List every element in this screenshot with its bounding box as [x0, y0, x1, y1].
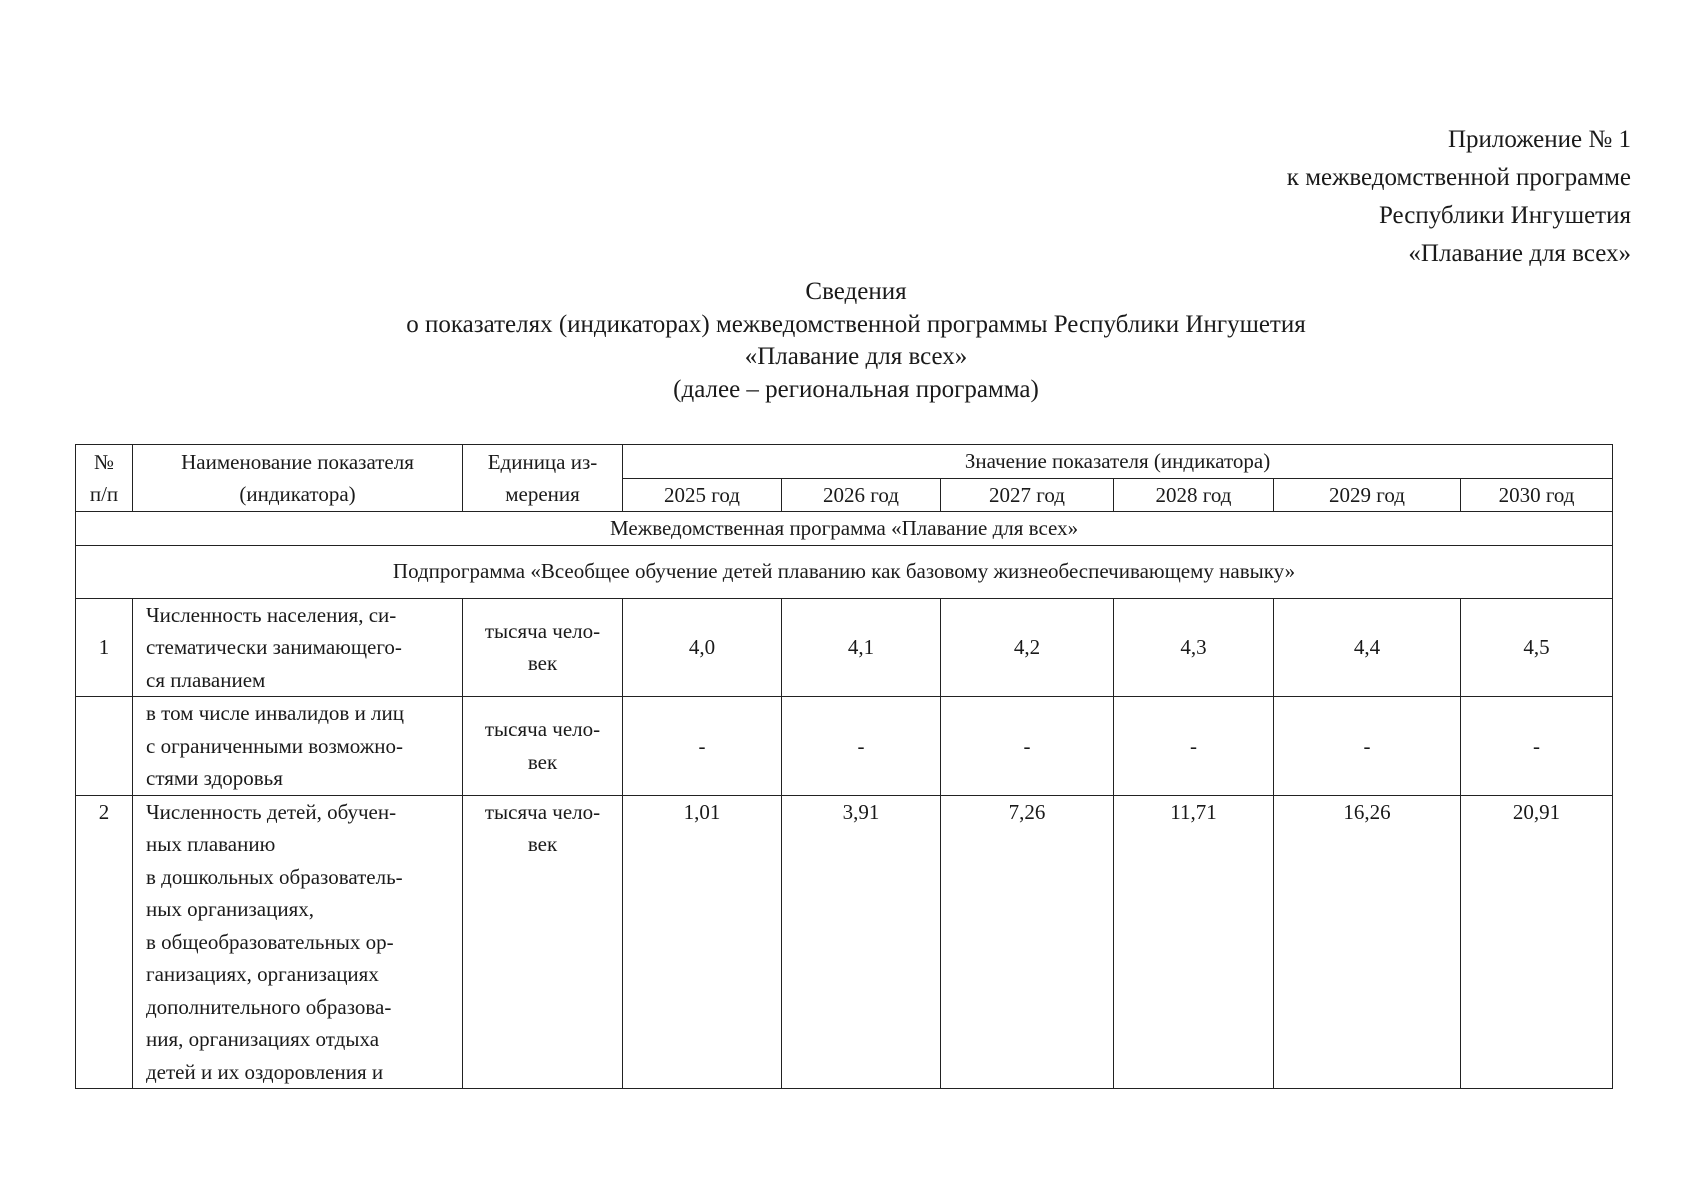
row-name: Численность детей, обучен- ных плаванию в дошкольных образователь- ных организациях, в общеобразовательных ор- ганизациях, организациях дополнительного образова- ния, организациях отдыха детей и их оздоровления и [133, 795, 463, 1089]
row-value: 4,2 [941, 598, 1114, 697]
row-unit: тысяча чело- век [463, 598, 623, 697]
header-num: № п/п [76, 445, 133, 512]
indicators-table [75, 444, 1613, 1089]
row-value: - [1114, 697, 1274, 796]
row-value: 4,5 [1461, 598, 1613, 697]
title-line: «Плавание для всех» [744, 343, 968, 370]
appendix-line: «Плавание для всех» [1408, 240, 1631, 267]
row-value: 3,91 [782, 795, 941, 1089]
appendix-heading [1287, 121, 1631, 273]
row-value: 16,26 [1274, 795, 1461, 1089]
appendix-line: Приложение № 1 [1447, 126, 1631, 153]
header-unit: Единица из- мерения [463, 445, 623, 512]
row-value: 4,4 [1274, 598, 1461, 697]
row-num: 2 [76, 795, 133, 1089]
table-row [76, 697, 1613, 796]
header-year: 2028 год [1114, 478, 1274, 512]
row-unit: тысяча чело- век [463, 795, 623, 1089]
header-year: 2030 год [1461, 478, 1613, 512]
header-year: 2025 год [623, 478, 782, 512]
row-value: 4,3 [1114, 598, 1274, 697]
table-row [76, 795, 1613, 1089]
appendix-line: Республики Ингушетия [1378, 202, 1631, 229]
header-year: 2027 год [941, 478, 1114, 512]
row-value: 20,91 [1461, 795, 1613, 1089]
section-row-program [76, 512, 1613, 546]
row-num [76, 697, 133, 796]
row-value: 1,01 [623, 795, 782, 1089]
row-unit: тысяча чело- век [463, 697, 623, 796]
section-subprogram-label: Подпрограмма «Всеобщее обучение детей плаванию как базовому жизнеобеспечивающему навыку» [76, 545, 1613, 598]
header-value-group: Значение показателя (индикатора) [623, 445, 1613, 479]
table-header-row [76, 445, 1613, 479]
row-name: в том числе инвалидов и лиц с ограниченными возможно- стями здоровья [133, 697, 463, 796]
table-row [76, 598, 1613, 697]
row-value: 4,0 [623, 598, 782, 697]
appendix-line: к межведомственной программе [1286, 164, 1631, 191]
title-line: Сведения [805, 278, 907, 305]
row-value: - [1461, 697, 1613, 796]
row-value: - [941, 697, 1114, 796]
row-value: - [623, 697, 782, 796]
row-name: Численность населения, си- стематически занимающего- ся плаванием [133, 598, 463, 697]
row-value: - [782, 697, 941, 796]
title-line: (далее – региональная программа) [673, 375, 1039, 403]
header-year: 2026 год [782, 478, 941, 512]
row-value: 7,26 [941, 795, 1114, 1089]
row-num: 1 [76, 598, 133, 697]
row-value: 4,1 [782, 598, 941, 697]
row-value: - [1274, 697, 1461, 796]
section-row-subprogram [76, 545, 1613, 598]
title-line: о показателях (индикаторах) межведомственной программы Республики Ингушетия [406, 310, 1306, 338]
section-program-label: Межведомственная программа «Плавание для всех» [76, 512, 1613, 546]
header-year: 2029 год [1274, 478, 1461, 512]
header-name: Наименование показателя (индикатора) [133, 445, 463, 512]
document-title [0, 276, 1697, 406]
row-value: 11,71 [1114, 795, 1274, 1089]
